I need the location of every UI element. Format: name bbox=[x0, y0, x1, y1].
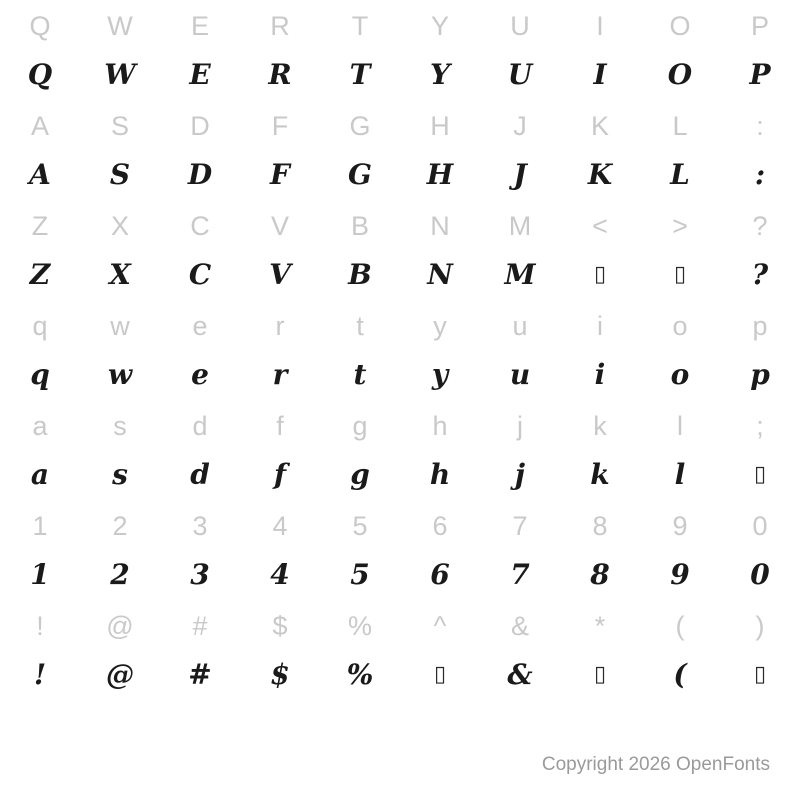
key-cell: 8 bbox=[592, 510, 608, 541]
key-cell: 2 bbox=[112, 510, 128, 541]
key-cell: P bbox=[750, 10, 769, 41]
glyph-row bbox=[0, 52, 800, 98]
glyph-cell: I bbox=[593, 58, 607, 91]
glyph-row bbox=[0, 252, 800, 298]
copyright-notice: Copyright 2026 OpenFonts bbox=[541, 754, 770, 775]
key-cell: p bbox=[752, 310, 768, 341]
glyph-cell: r bbox=[272, 358, 288, 391]
glyph-cell: 0 bbox=[750, 558, 770, 591]
glyph-cell-missing: ▯ bbox=[753, 662, 767, 687]
glyph-cell: R bbox=[268, 58, 292, 91]
key-cell: 1 bbox=[32, 510, 48, 541]
key-row bbox=[0, 500, 800, 552]
key-cell: V bbox=[270, 210, 289, 241]
key-cell: e bbox=[192, 310, 208, 341]
key-cell: U bbox=[510, 10, 530, 41]
key-cell: H bbox=[430, 110, 450, 141]
key-cell: N bbox=[430, 210, 450, 241]
glyph-cell: J bbox=[513, 158, 527, 191]
glyph-cell: q bbox=[30, 358, 50, 391]
character-row-pair bbox=[0, 300, 800, 400]
character-row-pair bbox=[0, 500, 800, 600]
glyph-cell: y bbox=[431, 358, 449, 391]
key-cell: Z bbox=[31, 210, 49, 241]
glyph-cell: ! bbox=[33, 658, 47, 691]
glyph-cell: e bbox=[191, 358, 209, 391]
glyph-cell: 3 bbox=[190, 558, 210, 591]
key-cell: ; bbox=[756, 410, 764, 441]
glyph-cell: X bbox=[109, 258, 131, 291]
glyph-cell: j bbox=[514, 458, 526, 491]
key-cell: ( bbox=[675, 610, 685, 641]
key-cell: 7 bbox=[512, 510, 528, 541]
key-cell: S bbox=[110, 110, 129, 141]
glyph-cell-missing: ▯ bbox=[433, 662, 447, 687]
key-row bbox=[0, 0, 800, 52]
glyph-cell: 6 bbox=[430, 558, 450, 591]
glyph-cell: s bbox=[112, 458, 128, 491]
key-cell: a bbox=[32, 410, 48, 441]
key-cell: 5 bbox=[352, 510, 368, 541]
key-cell: y bbox=[433, 310, 447, 341]
glyph-cell: h bbox=[429, 458, 451, 491]
key-cell: 3 bbox=[192, 510, 208, 541]
glyph-cell: a bbox=[30, 458, 50, 491]
key-cell: Y bbox=[430, 10, 449, 41]
glyph-cell: Y bbox=[430, 58, 450, 91]
character-row-pair bbox=[0, 600, 800, 700]
glyph-cell: ? bbox=[751, 258, 769, 291]
glyph-cell: D bbox=[187, 158, 213, 191]
glyph-cell: H bbox=[426, 158, 454, 191]
glyph-cell-missing: ▯ bbox=[593, 262, 607, 287]
glyph-row bbox=[0, 152, 800, 198]
glyph-cell: l bbox=[674, 458, 686, 491]
key-cell: t bbox=[356, 310, 364, 341]
key-cell: s bbox=[113, 410, 127, 441]
glyph-cell: 8 bbox=[590, 558, 610, 591]
glyph-cell: g bbox=[350, 458, 370, 491]
key-cell: W bbox=[107, 10, 133, 41]
glyph-cell: k bbox=[590, 458, 610, 491]
glyph-cell: K bbox=[587, 158, 613, 191]
glyph-cell: A bbox=[29, 158, 51, 191]
glyph-cell: f bbox=[273, 458, 287, 491]
key-cell: k bbox=[593, 410, 607, 441]
glyph-cell: $ bbox=[270, 658, 290, 691]
key-cell: L bbox=[672, 110, 688, 141]
key-cell: Q bbox=[29, 10, 51, 41]
key-cell: M bbox=[508, 210, 532, 241]
glyph-cell: p bbox=[750, 358, 770, 391]
glyph-cell-missing: ▯ bbox=[593, 662, 607, 687]
glyph-row bbox=[0, 652, 800, 698]
key-cell: u bbox=[512, 310, 528, 341]
key-cell: ? bbox=[752, 210, 768, 241]
key-cell: j bbox=[517, 410, 523, 441]
glyph-cell: W bbox=[104, 58, 136, 91]
key-cell: w bbox=[110, 310, 130, 341]
key-cell: > bbox=[672, 210, 688, 241]
key-cell: C bbox=[190, 210, 210, 241]
key-cell: q bbox=[32, 310, 48, 341]
key-cell: 6 bbox=[432, 510, 448, 541]
glyph-row bbox=[0, 452, 800, 498]
key-row bbox=[0, 600, 800, 652]
key-cell: l bbox=[677, 410, 683, 441]
glyph-cell: t bbox=[353, 358, 367, 391]
key-row bbox=[0, 300, 800, 352]
key-cell: f bbox=[276, 410, 284, 441]
glyph-cell: # bbox=[188, 658, 212, 691]
glyph-cell: 4 bbox=[270, 558, 290, 591]
key-cell: 9 bbox=[672, 510, 688, 541]
glyph-cell: @ bbox=[106, 658, 134, 691]
glyph-cell: E bbox=[189, 58, 211, 91]
key-cell: X bbox=[110, 210, 129, 241]
glyph-cell: 2 bbox=[110, 558, 130, 591]
glyph-cell: G bbox=[348, 158, 372, 191]
glyph-row bbox=[0, 552, 800, 598]
glyph-cell: F bbox=[270, 158, 290, 191]
character-row-pair bbox=[0, 0, 800, 100]
key-cell: J bbox=[513, 110, 527, 141]
glyph-cell: % bbox=[346, 658, 374, 691]
key-cell: G bbox=[349, 110, 371, 141]
glyph-cell: u bbox=[509, 358, 531, 391]
key-cell: g bbox=[352, 410, 368, 441]
key-cell: r bbox=[275, 310, 285, 341]
glyph-cell: N bbox=[427, 258, 453, 291]
glyph-cell: V bbox=[269, 258, 291, 291]
key-cell: D bbox=[190, 110, 210, 141]
glyph-cell-missing: ▯ bbox=[673, 262, 687, 287]
key-cell: 4 bbox=[272, 510, 288, 541]
key-cell: < bbox=[592, 210, 608, 241]
key-cell: B bbox=[350, 210, 369, 241]
glyph-cell-missing: ▯ bbox=[753, 462, 767, 487]
glyph-cell: i bbox=[594, 358, 606, 391]
key-cell: ^ bbox=[433, 610, 447, 641]
glyph-cell: L bbox=[670, 158, 690, 191]
key-cell: % bbox=[347, 610, 372, 641]
character-row-pair bbox=[0, 200, 800, 300]
glyph-cell: 7 bbox=[510, 558, 530, 591]
key-cell: ! bbox=[36, 610, 44, 641]
key-cell: K bbox=[590, 110, 609, 141]
glyph-cell: U bbox=[507, 58, 533, 91]
glyph-cell: Q bbox=[27, 58, 53, 91]
key-cell: 0 bbox=[752, 510, 768, 541]
key-cell: R bbox=[270, 10, 290, 41]
glyph-cell: B bbox=[348, 258, 372, 291]
key-cell: h bbox=[432, 410, 448, 441]
glyph-row bbox=[0, 352, 800, 398]
key-cell: F bbox=[271, 110, 289, 141]
key-cell: # bbox=[192, 610, 208, 641]
key-cell: @ bbox=[106, 610, 134, 641]
key-row bbox=[0, 200, 800, 252]
key-cell: : bbox=[756, 110, 764, 141]
key-cell: T bbox=[351, 10, 369, 41]
key-cell: * bbox=[594, 610, 606, 641]
glyph-cell: d bbox=[190, 458, 210, 491]
glyph-cell: & bbox=[507, 658, 533, 691]
character-row-pair bbox=[0, 400, 800, 500]
glyph-cell: o bbox=[670, 358, 690, 391]
key-cell: O bbox=[669, 10, 691, 41]
key-cell: ) bbox=[755, 610, 765, 641]
key-cell: & bbox=[510, 610, 529, 641]
character-row-pair bbox=[0, 100, 800, 200]
key-cell: d bbox=[192, 410, 208, 441]
key-cell: I bbox=[596, 10, 604, 41]
glyph-cell: S bbox=[109, 158, 131, 191]
glyph-cell: P bbox=[749, 58, 771, 91]
glyph-cell: O bbox=[667, 58, 693, 91]
key-cell: A bbox=[30, 110, 49, 141]
glyph-cell: : bbox=[754, 158, 766, 191]
glyph-cell: w bbox=[107, 358, 133, 391]
key-row bbox=[0, 400, 800, 452]
key-row bbox=[0, 100, 800, 152]
glyph-cell: T bbox=[349, 58, 371, 91]
glyph-cell: 9 bbox=[670, 558, 690, 591]
glyph-cell: ( bbox=[673, 658, 687, 691]
glyph-cell: 5 bbox=[350, 558, 370, 591]
glyph-cell: C bbox=[188, 258, 212, 291]
key-cell: E bbox=[190, 10, 209, 41]
key-cell: i bbox=[597, 310, 603, 341]
glyph-cell: M bbox=[504, 258, 536, 291]
glyph-cell: Z bbox=[29, 258, 51, 291]
glyph-cell: 1 bbox=[30, 558, 50, 591]
key-cell: o bbox=[672, 310, 688, 341]
key-cell: $ bbox=[272, 610, 288, 641]
